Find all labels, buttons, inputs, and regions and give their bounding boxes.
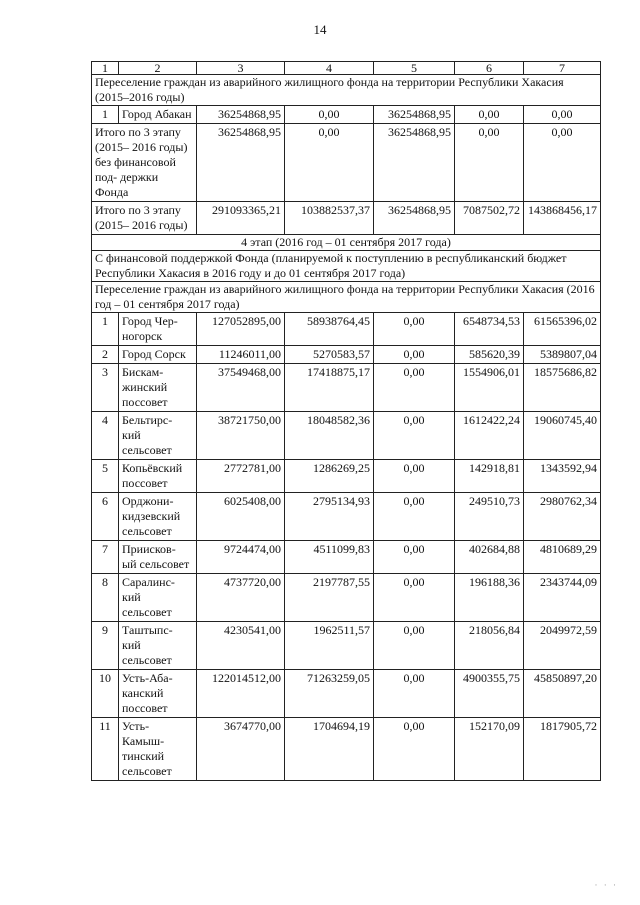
- table-row: [92, 313, 601, 346]
- table-row: [92, 493, 601, 541]
- row-number: 1: [92, 313, 119, 346]
- value-cell: 0,00: [285, 106, 374, 124]
- column-number: 4: [285, 62, 374, 75]
- value-cell: 196188,36: [455, 574, 524, 622]
- row-number: 2: [92, 346, 119, 364]
- value-cell: 4900355,75: [455, 670, 524, 718]
- value-cell: 103882537,37: [285, 202, 374, 235]
- value-cell: 0,00: [374, 346, 455, 364]
- value-cell: 0,00: [285, 124, 374, 202]
- value-cell: 585620,39: [455, 346, 524, 364]
- value-cell: 4737720,00: [197, 574, 285, 622]
- table-row: [92, 346, 601, 364]
- value-cell: 1704694,19: [285, 718, 374, 781]
- value-cell: 2795134,93: [285, 493, 374, 541]
- municipality-name: Приисков- ый сельсовет: [119, 541, 197, 574]
- total-label: Итого по 3 этапу (2015– 2016 годы) без финансовой под- держки Фонда: [92, 124, 197, 202]
- stage-title: 4 этап (2016 год – 01 сентября 2017 года): [92, 235, 601, 251]
- value-cell: 143868456,17: [524, 202, 601, 235]
- value-cell: 152170,09: [455, 718, 524, 781]
- table-row: [92, 670, 601, 718]
- stage-title-row: [92, 235, 601, 251]
- value-cell: 142918,81: [455, 460, 524, 493]
- section-title-row: [92, 282, 601, 313]
- value-cell: 0,00: [455, 106, 524, 124]
- value-cell: 36254868,95: [197, 106, 285, 124]
- value-cell: 1612422,24: [455, 412, 524, 460]
- value-cell: 402684,88: [455, 541, 524, 574]
- municipality-name: Бельтирс- кий сельсовет: [119, 412, 197, 460]
- row-number: 8: [92, 574, 119, 622]
- value-cell: 0,00: [374, 412, 455, 460]
- value-cell: 36254868,95: [197, 124, 285, 202]
- value-cell: 61565396,02: [524, 313, 601, 346]
- value-cell: 0,00: [524, 124, 601, 202]
- value-cell: 218056,84: [455, 622, 524, 670]
- table-row: [92, 574, 601, 622]
- value-cell: 37549468,00: [197, 364, 285, 412]
- row-number: 11: [92, 718, 119, 781]
- row-number: 6: [92, 493, 119, 541]
- page-number: 14: [313, 22, 327, 37]
- support-text-row: [92, 251, 601, 282]
- value-cell: 58938764,45: [285, 313, 374, 346]
- column-number-row: [92, 62, 601, 75]
- row-number: 5: [92, 460, 119, 493]
- section-title-row: [92, 75, 601, 106]
- value-cell: 122014512,00: [197, 670, 285, 718]
- value-cell: 0,00: [374, 670, 455, 718]
- column-number: 1: [92, 62, 119, 75]
- value-cell: 36254868,95: [374, 124, 455, 202]
- municipality-name: Усть-Аба- канский поссовет: [119, 670, 197, 718]
- value-cell: 45850897,20: [524, 670, 601, 718]
- row-number: 10: [92, 670, 119, 718]
- table-row: [92, 460, 601, 493]
- municipality-name: Город Чер- ногорск: [119, 313, 197, 346]
- value-cell: 71263259,05: [285, 670, 374, 718]
- column-number: 7: [524, 62, 601, 75]
- total-row: [92, 124, 601, 202]
- value-cell: 4230541,00: [197, 622, 285, 670]
- section-title: Переселение граждан из аварийного жилищного фонда на территории Республики Хакасия (2015–2016 годы): [92, 75, 601, 106]
- value-cell: 1554906,01: [455, 364, 524, 412]
- row-number: 3: [92, 364, 119, 412]
- column-number: 6: [455, 62, 524, 75]
- table-row: [92, 106, 601, 124]
- total-label: Итого по 3 этапу (2015– 2016 годы): [92, 202, 197, 235]
- table-row: [92, 412, 601, 460]
- value-cell: 1962511,57: [285, 622, 374, 670]
- row-number: 4: [92, 412, 119, 460]
- value-cell: 2049972,59: [524, 622, 601, 670]
- value-cell: 0,00: [374, 313, 455, 346]
- municipality-name: Орджони- кидзевский сельсовет: [119, 493, 197, 541]
- row-number: 7: [92, 541, 119, 574]
- table-row: [92, 541, 601, 574]
- value-cell: 5389807,04: [524, 346, 601, 364]
- municipality-name: Таштыпс- кий сельсовет: [119, 622, 197, 670]
- value-cell: 36254868,95: [374, 106, 455, 124]
- value-cell: 4511099,83: [285, 541, 374, 574]
- value-cell: 18048582,36: [285, 412, 374, 460]
- funding-table: [91, 61, 601, 781]
- value-cell: 4810689,29: [524, 541, 601, 574]
- section-title: Переселение граждан из аварийного жилищного фонда на территории Республики Хакасия (2016 год – 01 сентября 2017 года): [92, 282, 601, 313]
- municipality-name: Саралинс- кий сельсовет: [119, 574, 197, 622]
- value-cell: 0,00: [374, 574, 455, 622]
- value-cell: 1817905,72: [524, 718, 601, 781]
- value-cell: 1343592,94: [524, 460, 601, 493]
- municipality-name: Копьёвский поссовет: [119, 460, 197, 493]
- value-cell: 2197787,55: [285, 574, 374, 622]
- value-cell: 6025408,00: [197, 493, 285, 541]
- value-cell: 2772781,00: [197, 460, 285, 493]
- row-number: 1: [92, 106, 119, 124]
- value-cell: 36254868,95: [374, 202, 455, 235]
- value-cell: 0,00: [374, 622, 455, 670]
- column-number: 5: [374, 62, 455, 75]
- value-cell: 0,00: [374, 718, 455, 781]
- table-row: [92, 718, 601, 781]
- value-cell: 0,00: [374, 460, 455, 493]
- value-cell: 7087502,72: [455, 202, 524, 235]
- column-number: 2: [119, 62, 197, 75]
- municipality-name: Город Абакан: [119, 106, 197, 124]
- value-cell: 127052895,00: [197, 313, 285, 346]
- row-number: 9: [92, 622, 119, 670]
- municipality-name: Усть- Камыш- тинский сельсовет: [119, 718, 197, 781]
- total-row: [92, 202, 601, 235]
- table-row: [92, 622, 601, 670]
- value-cell: 0,00: [374, 493, 455, 541]
- value-cell: 5270583,57: [285, 346, 374, 364]
- column-number: 3: [197, 62, 285, 75]
- value-cell: 2980762,34: [524, 493, 601, 541]
- support-text: С финансовой поддержкой Фонда (планируемой к поступлению в республиканский бюджет Республики Хакасия в 2016 году и до 01 сентября 2017 года): [92, 251, 601, 282]
- value-cell: 291093365,21: [197, 202, 285, 235]
- value-cell: 0,00: [374, 541, 455, 574]
- municipality-name: Город Сорск: [119, 346, 197, 364]
- stage4-rows: [92, 313, 601, 781]
- municipality-name: Бискам- жинский поссовет: [119, 364, 197, 412]
- scan-artifact: · · ·: [594, 880, 618, 890]
- value-cell: 6548734,53: [455, 313, 524, 346]
- value-cell: 9724474,00: [197, 541, 285, 574]
- table-row: [92, 364, 601, 412]
- value-cell: 38721750,00: [197, 412, 285, 460]
- value-cell: 18575686,82: [524, 364, 601, 412]
- value-cell: 17418875,17: [285, 364, 374, 412]
- value-cell: 2343744,09: [524, 574, 601, 622]
- value-cell: 0,00: [374, 364, 455, 412]
- value-cell: 249510,73: [455, 493, 524, 541]
- value-cell: 11246011,00: [197, 346, 285, 364]
- value-cell: 1286269,25: [285, 460, 374, 493]
- value-cell: 3674770,00: [197, 718, 285, 781]
- value-cell: 0,00: [524, 106, 601, 124]
- value-cell: 19060745,40: [524, 412, 601, 460]
- value-cell: 0,00: [455, 124, 524, 202]
